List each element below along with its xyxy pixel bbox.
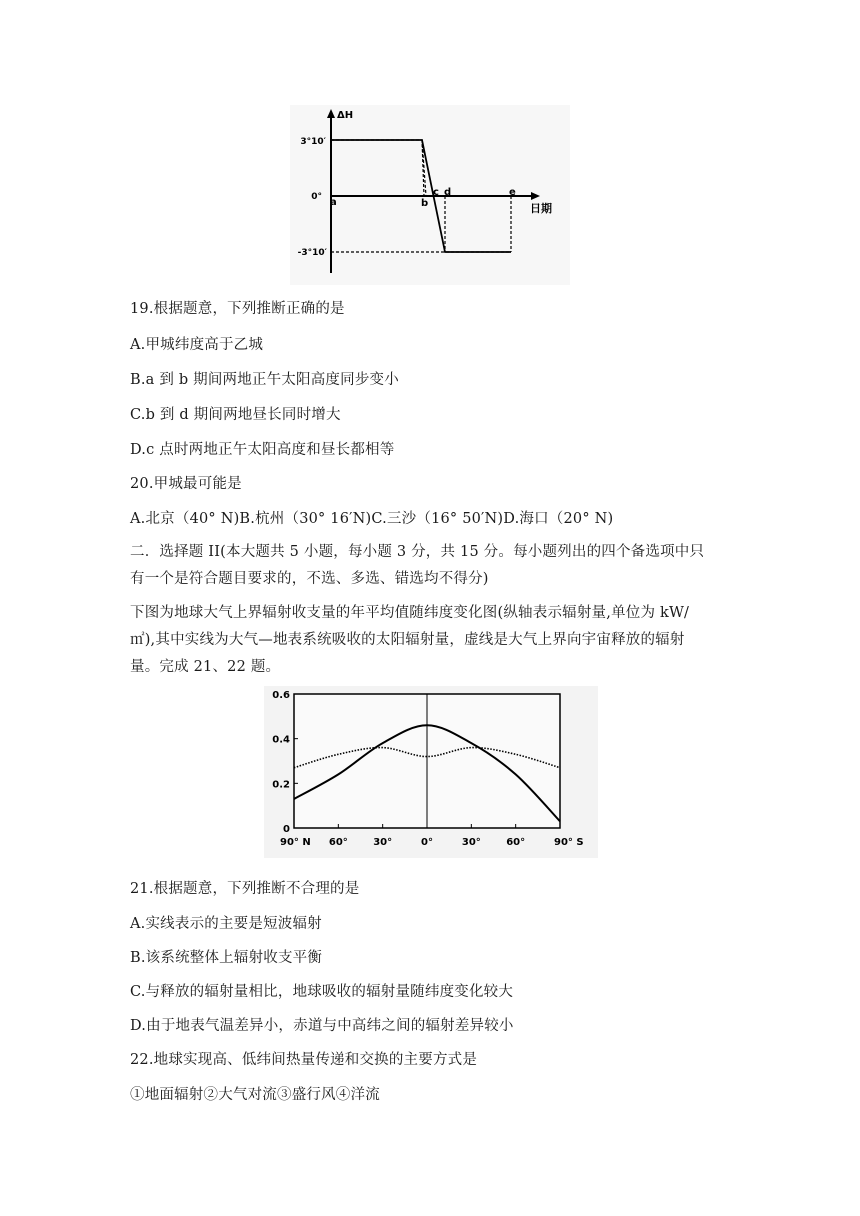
q22-options: ①地面辐射②大气对流③盛行风④洋流 (130, 1087, 380, 1103)
x-tick-label: 0° (421, 837, 433, 848)
x-axis-label: 日期 (530, 202, 552, 215)
point-d: d (444, 187, 452, 198)
y-tick-label: 0 (283, 824, 290, 835)
q19-option-d: D.c 点时两地正午太阳高度和昼长都相等 (130, 442, 395, 458)
intro-line3: 量。完成 21、22 题。 (130, 659, 281, 675)
q21-stem: 21.根据题意，下列推断不合理的是 (130, 881, 360, 897)
y-top-label: 3°10′ (300, 137, 326, 147)
q21-option-c: C.与释放的辐射量相比，地球吸收的辐射量随纬度变化较大 (130, 984, 514, 1000)
y-tick-label: 0.6 (272, 690, 290, 701)
intro-line2: ㎡),其中实线为大气—地表系统吸收的太阳辐射量，虚线是大气上界向宇宙释放的辐射 (130, 632, 685, 648)
q20-options: A.北京（40° N)B.杭州（30° 16′N)C.三沙（16° 50′N)D.海口（20° N) (130, 511, 614, 527)
y-zero-label: 0° (311, 192, 322, 202)
q21-option-d: D.由于地表气温差异小，赤道与中高纬之间的辐射差异较小 (130, 1018, 514, 1034)
x-tick-label: 90° S (554, 837, 584, 848)
delta-h-diagram (290, 105, 570, 285)
point-b: b (421, 198, 429, 209)
x-tick-label: 30° (373, 837, 393, 848)
q21-option-a: A.实线表示的主要是短波辐射 (130, 916, 322, 932)
figure-delta-h (290, 105, 570, 285)
point-c: c (433, 187, 439, 198)
y-tick-label: 0.2 (272, 779, 290, 791)
point-a: a (330, 197, 337, 208)
section2-line1: 二．选择题 II(本大题共 5 小题，每小题 3 分，共 15 分。每小题列出的四个备选项中只 (130, 544, 705, 560)
q19-option-c: C.b 到 d 期间两地昼长同时增大 (130, 407, 341, 423)
q19-option-a: A.甲城纬度高于乙城 (130, 337, 264, 353)
q21-option-b: B.该系统整体上辐射收支平衡 (130, 950, 323, 966)
radiation-chart (264, 686, 598, 858)
q22-stem: 22.地球实现高、低纬间热量传递和交换的主要方式是 (130, 1052, 478, 1068)
y-bottom-label: -3°10′ (297, 248, 327, 258)
intro-line1: 下图为地球大气上界辐射收支量的年平均值随纬度变化图(纵轴表示辐射量,单位为 kW/ (130, 605, 690, 621)
radiation-chart-svg (264, 686, 598, 858)
x-tick-label: 90° N (280, 837, 311, 848)
x-tick-label: 60° (328, 837, 348, 848)
point-e: e (509, 187, 516, 198)
q19-stem: 19.根据题意，下列推断正确的是 (130, 301, 345, 317)
x-tick-label: 30° (461, 837, 481, 848)
q19-option-b: B.a 到 b 期间两地正午太阳高度同步变小 (130, 372, 399, 388)
x-tick-label: 60° (506, 837, 526, 848)
section2-line2: 有一个是符合题目要求的，不选、多选、错选均不得分) (130, 571, 489, 587)
y-axis-label: ΔH (337, 110, 354, 121)
q20-stem: 20.甲城最可能是 (130, 476, 242, 492)
y-tick-label: 0.4 (272, 734, 290, 746)
